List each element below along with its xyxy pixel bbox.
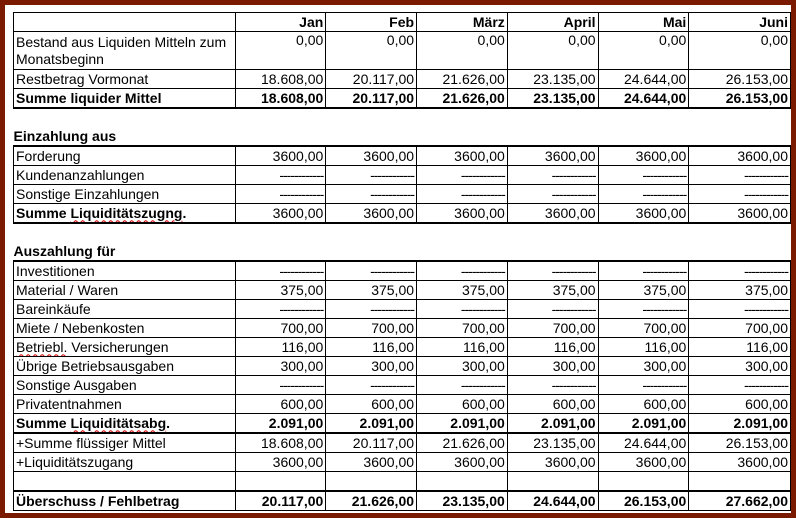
- cell[interactable]: 20.117,00: [326, 433, 417, 453]
- cell[interactable]: 300,00: [326, 357, 417, 376]
- header-row: [14, 13, 791, 32]
- row-label[interactable]: Miete / Nebenkosten: [14, 319, 236, 338]
- cell[interactable]: 3600,00: [417, 146, 508, 166]
- col-header-jan[interactable]: Jan: [235, 13, 326, 32]
- cell[interactable]: ------------: [417, 376, 508, 395]
- row-label[interactable]: Kundenanzahlungen: [14, 166, 236, 185]
- cell[interactable]: 24.644,00: [598, 433, 689, 453]
- cell[interactable]: 375,00: [598, 281, 689, 300]
- cell[interactable]: 3600,00: [507, 146, 598, 166]
- table-row: [14, 453, 791, 472]
- row-label[interactable]: Summe liquider Mittel: [14, 89, 236, 109]
- cell[interactable]: 116,00: [326, 338, 417, 357]
- sum-row-abgang: [14, 414, 791, 434]
- col-header-maerz[interactable]: März: [417, 13, 508, 32]
- cell[interactable]: ------------: [235, 166, 326, 185]
- cell[interactable]: ------------: [689, 261, 791, 281]
- cell[interactable]: 3600,00: [689, 453, 791, 472]
- cell[interactable]: 300,00: [507, 357, 598, 376]
- row-label[interactable]: Restbetrag Vormonat: [14, 70, 236, 89]
- cell[interactable]: 375,00: [507, 281, 598, 300]
- row-label[interactable]: Sonstige Ausgaben: [14, 376, 236, 395]
- table-row: [14, 376, 791, 395]
- cell[interactable]: 3600,00: [326, 204, 417, 224]
- cell[interactable]: 375,00: [326, 281, 417, 300]
- cell[interactable]: 3600,00: [507, 453, 598, 472]
- table-row: [14, 357, 791, 376]
- cell[interactable]: ------------: [326, 300, 417, 319]
- cell[interactable]: 21.626,00: [417, 70, 508, 89]
- spreadsheet: [5, 5, 791, 513]
- cell[interactable]: 21.626,00: [326, 491, 417, 511]
- cell[interactable]: 20.117,00: [326, 70, 417, 89]
- cell[interactable]: [14, 472, 236, 492]
- cell[interactable]: 700,00: [598, 319, 689, 338]
- cell[interactable]: 3600,00: [598, 204, 689, 224]
- cell[interactable]: 0,00: [417, 32, 508, 70]
- spacer: [14, 108, 791, 127]
- label-part-spellcheck: Betriebl.: [16, 338, 68, 355]
- table-row: [14, 166, 791, 185]
- label-part: Summe: [16, 204, 71, 221]
- cell[interactable]: 0,00: [689, 32, 791, 70]
- row-label[interactable]: [14, 204, 236, 224]
- cell[interactable]: 2.091,00: [326, 414, 417, 434]
- cell[interactable]: 300,00: [417, 357, 508, 376]
- cell[interactable]: 23.135,00: [417, 491, 508, 511]
- row-label[interactable]: +Liquiditätszugang: [14, 453, 236, 472]
- row-label[interactable]: [14, 414, 236, 434]
- table-row: [14, 146, 791, 166]
- cell[interactable]: 3600,00: [598, 146, 689, 166]
- table-row: [14, 32, 791, 70]
- table-row: [14, 338, 791, 357]
- cell[interactable]: 3600,00: [326, 453, 417, 472]
- cell[interactable]: 2.091,00: [507, 414, 598, 434]
- row-label[interactable]: Bestand aus Liquiden Mitteln zum Monatsbeginn: [14, 32, 236, 70]
- cell[interactable]: ------------: [326, 261, 417, 281]
- label-part-spellcheck: Liquiditätszugng: [70, 204, 183, 221]
- cell[interactable]: 20.117,00: [326, 89, 417, 109]
- cell[interactable]: ------------: [417, 166, 508, 185]
- cell[interactable]: ------------: [598, 185, 689, 204]
- cell[interactable]: 23.135,00: [507, 89, 598, 109]
- label-part: .: [166, 414, 171, 431]
- cell[interactable]: 21.626,00: [417, 433, 508, 453]
- cell[interactable]: [326, 472, 417, 492]
- cell[interactable]: 3600,00: [235, 146, 326, 166]
- cell[interactable]: 18.608,00: [235, 70, 326, 89]
- cell[interactable]: 0,00: [507, 32, 598, 70]
- cell[interactable]: ------------: [235, 185, 326, 204]
- cell[interactable]: 2.091,00: [235, 414, 326, 434]
- cell[interactable]: 3600,00: [326, 146, 417, 166]
- cell[interactable]: 3600,00: [598, 453, 689, 472]
- cell[interactable]: [507, 472, 598, 492]
- cell[interactable]: 600,00: [689, 395, 791, 414]
- cell[interactable]: 0,00: [235, 32, 326, 70]
- result-row: [14, 491, 791, 511]
- cell[interactable]: 20.117,00: [235, 491, 326, 511]
- cell[interactable]: 375,00: [689, 281, 791, 300]
- row-label[interactable]: [14, 338, 236, 357]
- row-label[interactable]: Überschuss / Fehlbetrag: [14, 491, 236, 511]
- cell[interactable]: 300,00: [598, 357, 689, 376]
- sum-row-liquid: [14, 89, 791, 109]
- cell[interactable]: 23.135,00: [507, 70, 598, 89]
- section-heading-auszahlung: Auszahlung für: [13, 242, 116, 259]
- cell[interactable]: 600,00: [598, 395, 689, 414]
- col-header-feb[interactable]: Feb: [326, 13, 417, 32]
- cell[interactable]: 26.153,00: [689, 70, 791, 89]
- cell[interactable]: 116,00: [598, 338, 689, 357]
- cell[interactable]: 2.091,00: [417, 414, 508, 434]
- cell[interactable]: ------------: [689, 166, 791, 185]
- col-header-juni[interactable]: Juni: [689, 13, 791, 32]
- cell[interactable]: 2.091,00: [598, 414, 689, 434]
- cell[interactable]: 24.644,00: [598, 89, 689, 109]
- cell[interactable]: 600,00: [507, 395, 598, 414]
- cell[interactable]: 24.644,00: [507, 491, 598, 511]
- spacer: [14, 223, 791, 242]
- cell[interactable]: ------------: [598, 166, 689, 185]
- cell[interactable]: ------------: [417, 261, 508, 281]
- cell[interactable]: 23.135,00: [507, 433, 598, 453]
- label-part: .: [182, 204, 187, 221]
- table-row: [14, 395, 791, 414]
- cell[interactable]: 300,00: [689, 357, 791, 376]
- cell[interactable]: 27.662,00: [689, 491, 791, 511]
- cell[interactable]: ------------: [326, 185, 417, 204]
- table-row: [14, 185, 791, 204]
- row-label[interactable]: Privatentnahmen: [14, 395, 236, 414]
- label-part: Versicherungen: [67, 338, 169, 355]
- cell[interactable]: 3600,00: [689, 146, 791, 166]
- cell[interactable]: 2.091,00: [689, 414, 791, 434]
- cell[interactable]: 3600,00: [235, 204, 326, 224]
- col-header-mai[interactable]: Mai: [598, 13, 689, 32]
- table-row: [14, 319, 791, 338]
- cell[interactable]: ------------: [417, 300, 508, 319]
- cell[interactable]: ------------: [689, 185, 791, 204]
- cell[interactable]: 3600,00: [235, 453, 326, 472]
- header-empty-cell: [14, 13, 236, 32]
- cell[interactable]: [235, 472, 326, 492]
- table-row: [14, 433, 791, 453]
- table-row-empty: [14, 472, 791, 492]
- cell[interactable]: 700,00: [689, 319, 791, 338]
- cell[interactable]: 116,00: [417, 338, 508, 357]
- label-part-spellcheck: Liquiditätsabg: [70, 414, 167, 431]
- cell[interactable]: ------------: [598, 300, 689, 319]
- row-label[interactable]: Investitionen: [14, 261, 236, 281]
- cell[interactable]: ------------: [235, 261, 326, 281]
- cell[interactable]: 700,00: [326, 319, 417, 338]
- row-label[interactable]: +Summe flüssiger Mittel: [14, 433, 236, 453]
- table-row: [14, 281, 791, 300]
- cell[interactable]: 600,00: [417, 395, 508, 414]
- cell[interactable]: ------------: [689, 376, 791, 395]
- cell[interactable]: ------------: [507, 376, 598, 395]
- cell[interactable]: 26.153,00: [598, 491, 689, 511]
- section-heading-einzahlung: Einzahlung aus: [13, 127, 117, 144]
- cell[interactable]: 116,00: [235, 338, 326, 357]
- cell[interactable]: 300,00: [235, 357, 326, 376]
- liquidity-table: [13, 12, 791, 511]
- cell[interactable]: 375,00: [417, 281, 508, 300]
- row-label[interactable]: Material / Waren: [14, 281, 236, 300]
- cell[interactable]: 700,00: [417, 319, 508, 338]
- cell[interactable]: 600,00: [235, 395, 326, 414]
- sum-row-zugang: [14, 204, 791, 224]
- cell[interactable]: 375,00: [235, 281, 326, 300]
- cell[interactable]: 26.153,00: [689, 89, 791, 109]
- cell[interactable]: ------------: [326, 166, 417, 185]
- col-header-april[interactable]: April: [507, 13, 598, 32]
- cell[interactable]: 24.644,00: [598, 70, 689, 89]
- cell[interactable]: ------------: [689, 300, 791, 319]
- cell[interactable]: ------------: [598, 261, 689, 281]
- row-label[interactable]: Forderung: [14, 146, 236, 166]
- cell[interactable]: 116,00: [507, 338, 598, 357]
- cell[interactable]: 116,00: [689, 338, 791, 357]
- cell[interactable]: 600,00: [326, 395, 417, 414]
- row-label[interactable]: Übrige Betriebsausgaben: [14, 357, 236, 376]
- cell[interactable]: ------------: [507, 261, 598, 281]
- cell[interactable]: 3600,00: [417, 453, 508, 472]
- cell[interactable]: 26.153,00: [689, 433, 791, 453]
- cell[interactable]: ------------: [507, 166, 598, 185]
- table-row: [14, 300, 791, 319]
- cell[interactable]: [598, 472, 689, 492]
- cell[interactable]: 700,00: [235, 319, 326, 338]
- cell[interactable]: [417, 472, 508, 492]
- cell[interactable]: ------------: [507, 300, 598, 319]
- cell[interactable]: 3600,00: [689, 204, 791, 224]
- cell[interactable]: 0,00: [326, 32, 417, 70]
- cell[interactable]: 18.608,00: [235, 433, 326, 453]
- cell[interactable]: 3600,00: [417, 204, 508, 224]
- cell[interactable]: 3600,00: [507, 204, 598, 224]
- row-label[interactable]: Sonstige Einzahlungen: [14, 185, 236, 204]
- cell[interactable]: ------------: [507, 185, 598, 204]
- table-row: [14, 261, 791, 281]
- cell[interactable]: 700,00: [507, 319, 598, 338]
- cell[interactable]: [689, 472, 791, 492]
- row-label[interactable]: Bareinkäufe: [14, 300, 236, 319]
- cell[interactable]: 21.626,00: [417, 89, 508, 109]
- cell[interactable]: ------------: [326, 376, 417, 395]
- cell[interactable]: 18.608,00: [235, 89, 326, 109]
- cell[interactable]: ------------: [235, 376, 326, 395]
- label-part: Summe: [16, 414, 71, 431]
- cell[interactable]: ------------: [598, 376, 689, 395]
- cell[interactable]: 0,00: [598, 32, 689, 70]
- table-row: [14, 70, 791, 89]
- cell[interactable]: ------------: [417, 185, 508, 204]
- cell[interactable]: ------------: [235, 300, 326, 319]
